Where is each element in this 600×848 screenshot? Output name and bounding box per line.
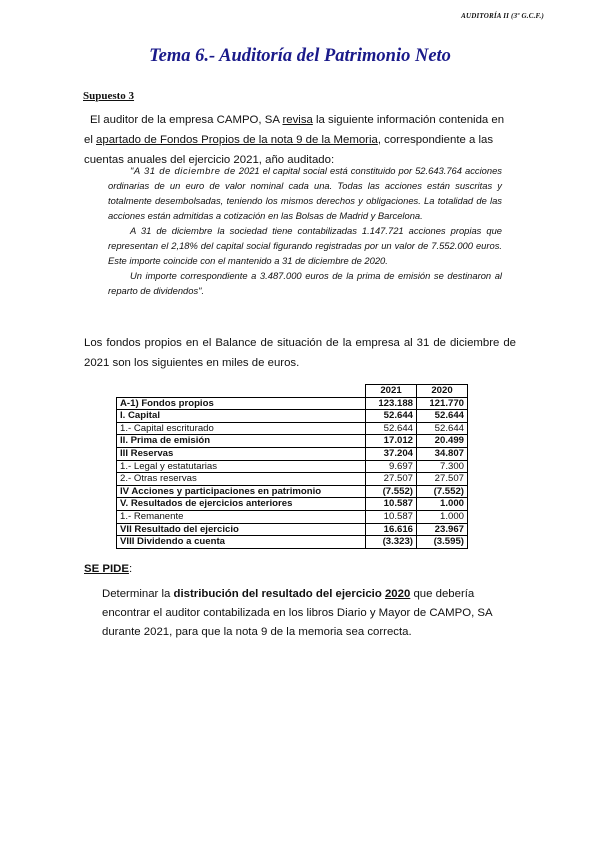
table-row bbox=[117, 397, 468, 410]
row-value-2020: 52.644 bbox=[417, 422, 468, 435]
row-label: IV Acciones y participaciones en patrimonio bbox=[117, 485, 366, 498]
intro-text-3: , correspondiente a las cuentas anuales del ejercicio 2021, año auditado: bbox=[84, 134, 494, 166]
quote-paragraph-1 bbox=[108, 163, 502, 223]
row-value-2020: 121.770 bbox=[417, 397, 468, 410]
header-2021: 2021 bbox=[366, 385, 417, 398]
table-row bbox=[117, 447, 468, 460]
balance-table bbox=[116, 384, 468, 549]
table-row bbox=[117, 536, 468, 549]
quote-paragraph-3: Un importe correspondiente a 3.487.000 euros de la prima de emisión se destinaron al reparto de dividendos". bbox=[108, 270, 502, 296]
row-value-2021: 10.587 bbox=[366, 498, 417, 511]
table-row bbox=[117, 510, 468, 523]
se-pide-colon: : bbox=[128, 563, 133, 575]
row-label: 1.- Capital escriturado bbox=[117, 422, 366, 435]
task-paragraph bbox=[102, 585, 522, 642]
row-value-2020: 1.000 bbox=[417, 498, 468, 511]
row-label: III Reservas bbox=[117, 447, 366, 460]
row-value-2021: 52.644 bbox=[366, 410, 417, 423]
quote-paragraph-2: A 31 de diciembre la sociedad tiene contabilizadas 1.147.721 acciones propias que representan el 2,18% del capital social figurando registradas por un valor de 7.552.000 euros. Este importe coincide con el mantenido a 31 de diciembre de 2020. bbox=[108, 225, 502, 266]
se-pide-label: SE PIDE bbox=[84, 563, 129, 575]
row-label: V. Resultados de ejercicios anteriores bbox=[117, 498, 366, 511]
memoria-quote bbox=[108, 163, 502, 298]
table-row bbox=[117, 485, 468, 498]
row-value-2021: 123.188 bbox=[366, 397, 417, 410]
page-title: Tema 6.- Auditoría del Patrimonio Neto bbox=[149, 46, 451, 66]
table-row bbox=[117, 435, 468, 448]
quote-p1-rest: 2021 el capital social está constituido por 52.643.764 acciones ordinarias de un euro de valor nominal cada una. Todas las acciones están suscritas y totalmente desembolsadas, teniendo los mismos derechos y obligaciones. La totalidad de las acciones están admitidas a cotización en las Bolsas de Madrid y Barcelona. bbox=[108, 165, 502, 221]
row-label: I. Capital bbox=[117, 410, 366, 423]
fondos-paragraph: Los fondos propios en el Balance de situación de la empresa al 31 de diciembre de 2021 son los siguientes en miles de euros. bbox=[84, 337, 516, 369]
task-bold: distribución del resultado del ejercicio bbox=[173, 588, 385, 600]
row-value-2020: 23.967 bbox=[417, 523, 468, 536]
intro-underline-revisa: revisa bbox=[282, 114, 313, 126]
row-label: 2.- Otras reservas bbox=[117, 473, 366, 486]
row-label: 1.- Legal y estatutarias bbox=[117, 460, 366, 473]
table-row bbox=[117, 410, 468, 423]
row-label: VII Resultado del ejercicio bbox=[117, 523, 366, 536]
row-value-2021: 37.204 bbox=[366, 447, 417, 460]
task-text-2: que debería encontrar el auditor contabilizada en los libros Diario y Mayor de CAMPO, SA durante 2021, para que la nota 9 de la memoria sea correcta. bbox=[102, 588, 492, 638]
task-year: 2020 bbox=[384, 588, 411, 600]
intro-text-2: la siguiente información contenida en el bbox=[84, 114, 505, 146]
table-row bbox=[117, 498, 468, 511]
table-row bbox=[117, 422, 468, 435]
row-value-2020: (3.595) bbox=[417, 536, 468, 549]
table-row bbox=[117, 473, 468, 486]
quote-p1-spaced: "A 31 de diciembre de bbox=[130, 165, 236, 176]
row-value-2021: 27.507 bbox=[366, 473, 417, 486]
intro-underline-apartado: apartado de Fondos Propios de la nota 9 de la Memoria bbox=[96, 134, 378, 146]
row-label: A-1) Fondos propios bbox=[117, 397, 366, 410]
intro-text-1: El auditor de la empresa CAMPO, SA bbox=[90, 114, 283, 126]
intro-paragraph bbox=[84, 110, 516, 170]
header-2020: 2020 bbox=[417, 385, 468, 398]
row-value-2020: 52.644 bbox=[417, 410, 468, 423]
table-header-row bbox=[117, 385, 468, 398]
row-value-2020: (7.552) bbox=[417, 485, 468, 498]
row-value-2021: 10.587 bbox=[366, 510, 417, 523]
supuesto-label: Supuesto 3 bbox=[83, 90, 135, 102]
table-row bbox=[117, 523, 468, 536]
row-value-2021: 16.616 bbox=[366, 523, 417, 536]
table-row bbox=[117, 460, 468, 473]
row-value-2020: 27.507 bbox=[417, 473, 468, 486]
row-value-2020: 7.300 bbox=[417, 460, 468, 473]
row-value-2020: 1.000 bbox=[417, 510, 468, 523]
row-value-2021: 9.697 bbox=[366, 460, 417, 473]
row-value-2020: 20.499 bbox=[417, 435, 468, 448]
row-label: II. Prima de emisión bbox=[117, 435, 366, 448]
task-text-1: Determinar la bbox=[102, 588, 174, 600]
row-label: VIII Dividendo a cuenta bbox=[117, 536, 366, 549]
row-value-2021: 17.012 bbox=[366, 435, 417, 448]
row-value-2021: (3.323) bbox=[366, 536, 417, 549]
row-value-2021: (7.552) bbox=[366, 485, 417, 498]
se-pide-heading bbox=[84, 563, 132, 575]
course-header: AUDITORÍA II (3º G.C.F.) bbox=[461, 12, 544, 20]
row-value-2020: 34.807 bbox=[417, 447, 468, 460]
row-value-2021: 52.644 bbox=[366, 422, 417, 435]
header-blank-cell bbox=[117, 385, 366, 398]
row-label: 1.- Remanente bbox=[117, 510, 366, 523]
